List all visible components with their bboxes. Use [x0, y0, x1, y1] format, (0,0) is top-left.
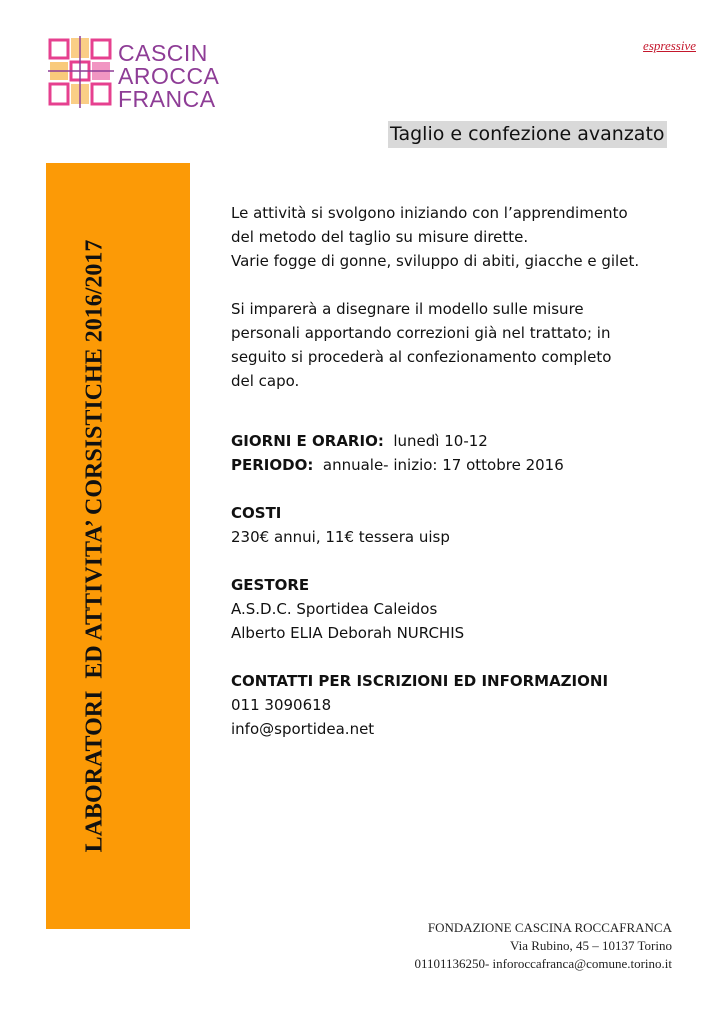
- contacts-phone: 011 3090618: [231, 696, 332, 714]
- period-label: PERIODO:: [231, 456, 314, 474]
- description-line: Varie fogge di gonne, sviluppo di abiti, giacche e gilet.: [231, 252, 640, 270]
- footer-contact: 01101136250- inforoccafranca@comune.torino.it: [414, 956, 672, 971]
- description-line: personali apportando correzioni già nel trattato; in: [231, 324, 611, 342]
- logo-wordmark: [118, 42, 219, 111]
- period-value: annuale- inizio: 17 ottobre 2016: [322, 456, 564, 474]
- description-line: seguito si procederà al confezionamento completo: [231, 348, 612, 366]
- sidebar-label: LABORATORI ED ATTIVITA’ CORSISTICHE 2016/2017: [81, 239, 108, 853]
- contacts-heading: CONTATTI PER ISCRIZIONI ED INFORMAZIONI: [231, 672, 609, 690]
- manager-names: Alberto ELIA Deborah NURCHIS: [231, 624, 465, 642]
- sidebar-band: [46, 163, 190, 929]
- description-line: Le attività si svolgono iniziando con l’apprendimento: [231, 204, 628, 222]
- description-line: Si imparerà a disegnare il modello sulle misure: [231, 300, 584, 318]
- manager-org: A.S.D.C. Sportidea Caleidos: [231, 600, 438, 618]
- footer-address: Via Rubino, 45 – 10137 Torino: [509, 938, 672, 953]
- days-label: GIORNI E ORARIO:: [231, 432, 384, 450]
- schedule-period: [231, 453, 691, 477]
- description-line: del metodo del taglio su misure dirette.: [231, 228, 529, 246]
- category-link[interactable]: espressive: [643, 38, 696, 53]
- costs-value: 230€ annui, 11€ tessera uisp: [231, 528, 450, 546]
- footer-name: FONDAZIONE CASCINA ROCCAFRANCA: [427, 920, 672, 935]
- logo-line: FRANCA: [118, 86, 216, 112]
- logo-line: CASCIN: [118, 40, 208, 66]
- footer: [414, 919, 672, 973]
- logo-grid-icon: [48, 36, 114, 108]
- schedule-days: [231, 429, 691, 453]
- costs-heading: COSTI: [231, 504, 282, 522]
- contacts-email[interactable]: info@sportidea.net: [231, 720, 375, 738]
- logo-line: AROCCA: [118, 63, 220, 89]
- days-value: lunedì 10-12: [393, 432, 488, 450]
- course-title: Taglio e confezione avanzato: [388, 121, 667, 148]
- description-line: del capo.: [231, 372, 300, 390]
- course-description: [231, 201, 691, 741]
- manager-heading: GESTORE: [231, 576, 310, 594]
- logo: [48, 36, 220, 116]
